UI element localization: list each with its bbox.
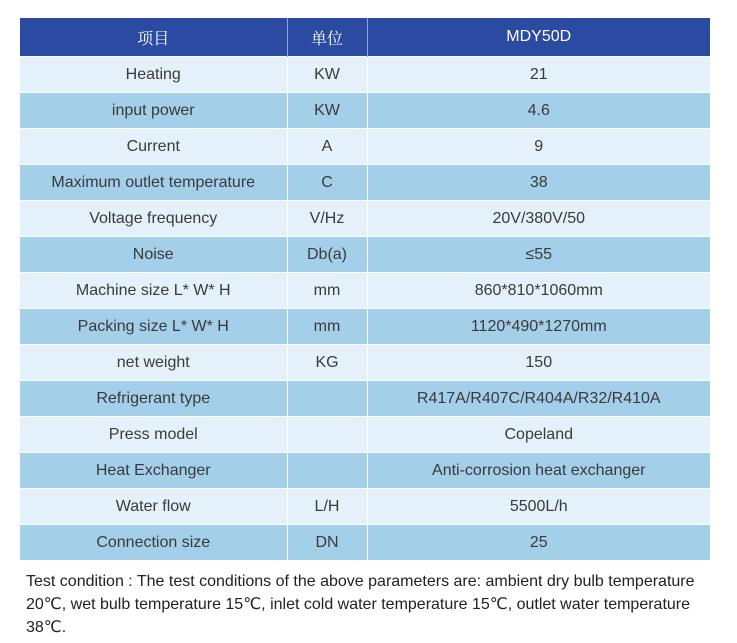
cell-item: Heating — [20, 57, 287, 93]
cell-value: 9 — [367, 129, 710, 165]
table-row — [20, 381, 710, 417]
cell-item: Packing size L* W* H — [20, 309, 287, 345]
cell-item: input power — [20, 93, 287, 129]
cell-unit: KW — [287, 93, 367, 129]
cell-unit: mm — [287, 273, 367, 309]
table-row — [20, 525, 710, 561]
cell-value: 150 — [367, 345, 710, 381]
table-row — [20, 417, 710, 453]
cell-value: 21 — [367, 57, 710, 93]
spec-table — [20, 18, 710, 560]
table-row — [20, 129, 710, 165]
cell-item: Machine size L* W* H — [20, 273, 287, 309]
cell-unit — [287, 381, 367, 417]
cell-value: Copeland — [367, 417, 710, 453]
header-model: MDY50D — [367, 18, 710, 57]
cell-item: Connection size — [20, 525, 287, 561]
cell-item: Current — [20, 129, 287, 165]
cell-value: 1120*490*1270mm — [367, 309, 710, 345]
cell-item: net weight — [20, 345, 287, 381]
cell-item: Water flow — [20, 489, 287, 525]
cell-unit: L/H — [287, 489, 367, 525]
cell-item: Maximum outlet temperature — [20, 165, 287, 201]
table-row — [20, 237, 710, 273]
cell-unit: Db(a) — [287, 237, 367, 273]
cell-value: 860*810*1060mm — [367, 273, 710, 309]
cell-item: Refrigerant type — [20, 381, 287, 417]
cell-unit: mm — [287, 309, 367, 345]
cell-value: R417A/R407C/R404A/R32/R410A — [367, 381, 710, 417]
cell-value: 38 — [367, 165, 710, 201]
cell-item: Heat Exchanger — [20, 453, 287, 489]
table-row — [20, 453, 710, 489]
table-row — [20, 93, 710, 129]
table-row — [20, 201, 710, 237]
cell-value: ≤55 — [367, 237, 710, 273]
table-body — [20, 57, 710, 561]
cell-unit — [287, 453, 367, 489]
cell-item: Voltage frequency — [20, 201, 287, 237]
table-row — [20, 273, 710, 309]
cell-value: 4.6 — [367, 93, 710, 129]
cell-value: 5500L/h — [367, 489, 710, 525]
cell-unit: DN — [287, 525, 367, 561]
cell-value: 20V/380V/50 — [367, 201, 710, 237]
cell-value: Anti-corrosion heat exchanger — [367, 453, 710, 489]
cell-item: Press model — [20, 417, 287, 453]
table-row — [20, 57, 710, 93]
table-row — [20, 489, 710, 525]
cell-unit: A — [287, 129, 367, 165]
table-row — [20, 345, 710, 381]
header-item: 项目 — [20, 18, 287, 57]
table-row — [20, 309, 710, 345]
table-header-row — [20, 18, 710, 57]
cell-unit: V/Hz — [287, 201, 367, 237]
test-condition-note: Test condition : The test conditions of the above parameters are: ambient dry bulb temperature 20℃, wet bulb temperature 15℃, inlet cold water temperature 15℃, outlet water temperature 38℃. — [26, 573, 695, 636]
cell-unit: KW — [287, 57, 367, 93]
cell-unit — [287, 417, 367, 453]
table-row — [20, 165, 710, 201]
cell-item: Noise — [20, 237, 287, 273]
cell-unit: KG — [287, 345, 367, 381]
header-unit: 单位 — [287, 18, 367, 57]
cell-unit: C — [287, 165, 367, 201]
cell-value: 25 — [367, 525, 710, 561]
